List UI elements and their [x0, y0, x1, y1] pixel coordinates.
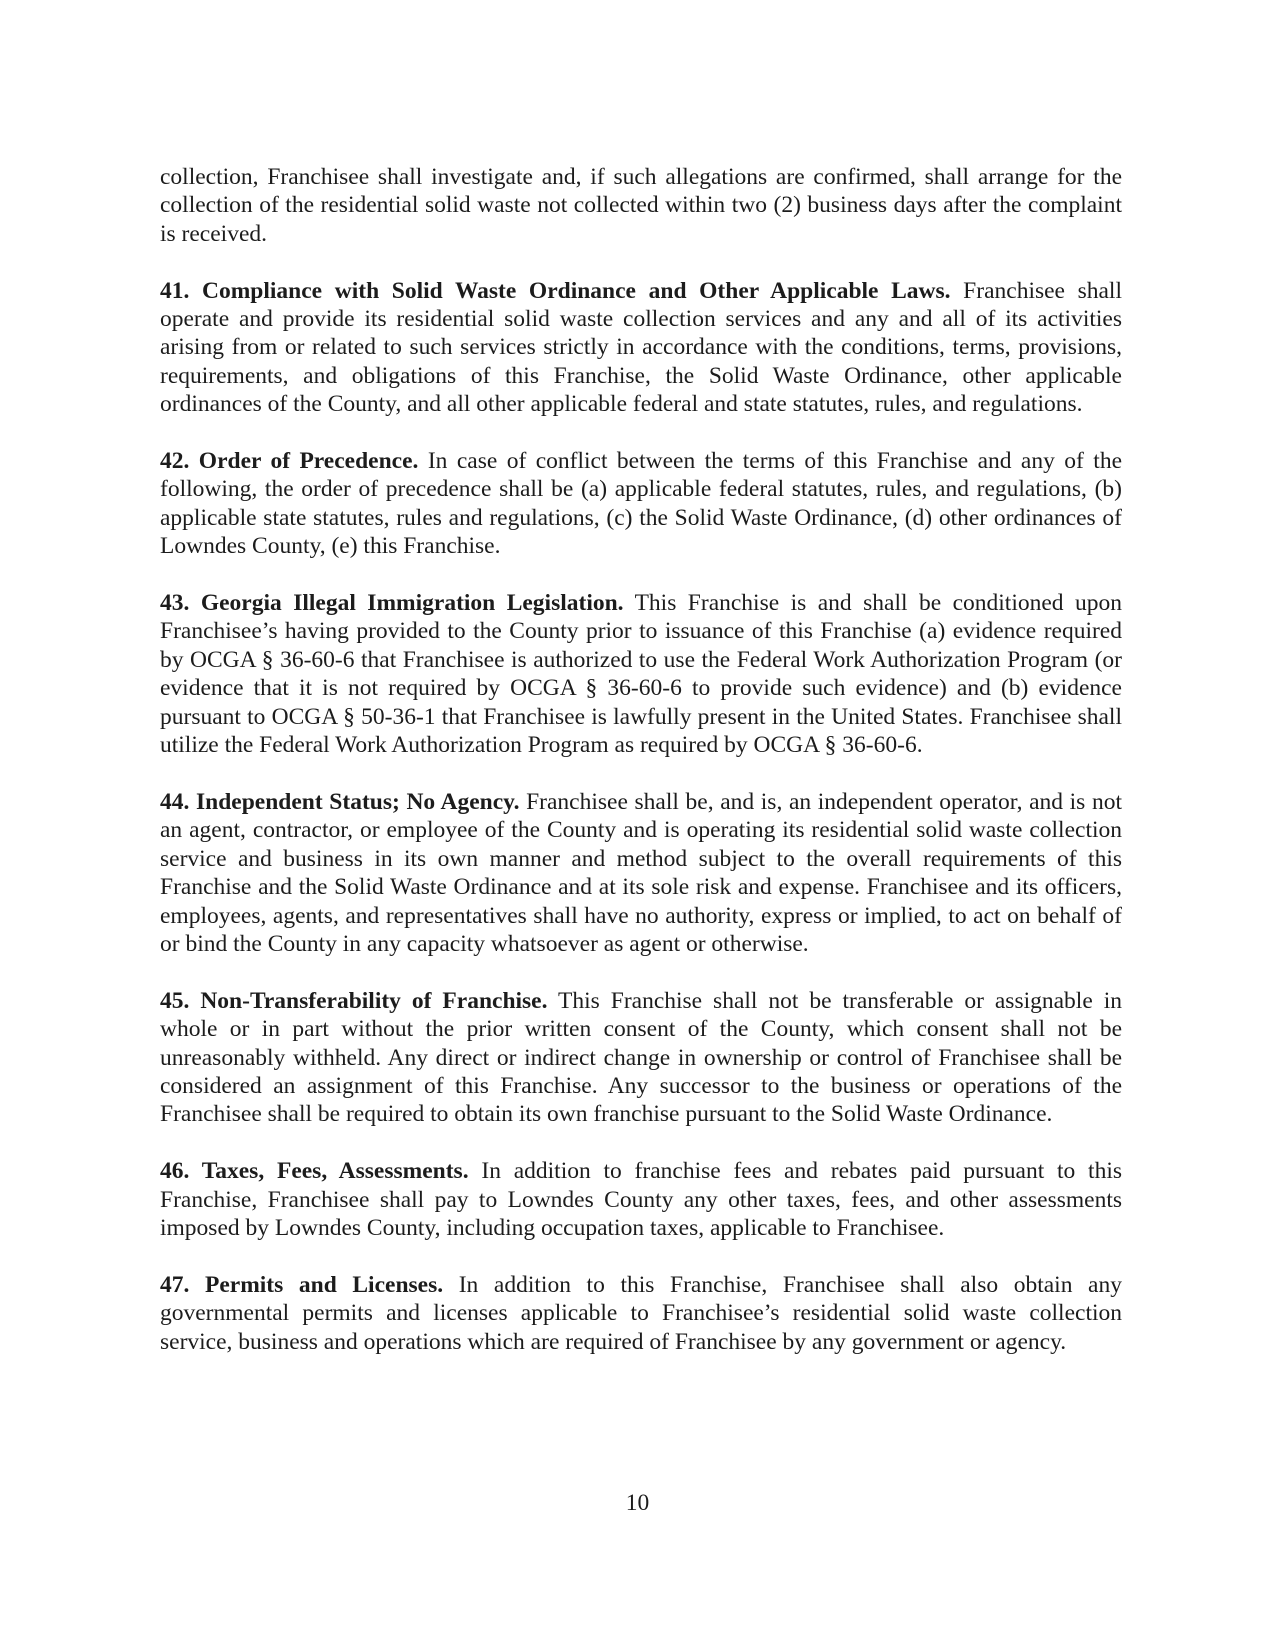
paragraph-continuation — [160, 163, 1122, 248]
section-45-text: This Franchise shall not be transferable or assignable in whole or in part without the prior written consent of the County, which consent shall not be unreasonably withheld. Any direct or indirect change in ownership or control of Franchisee shall be considered an assignment of this Franchise. Any successor to the business or operations of the Franchisee shall be required to obtain its own franchise pursuant to the Solid Waste Ordinance. — [160, 987, 1122, 1128]
section-46-heading: 46. Taxes, Fees, Assessments. — [160, 1158, 469, 1185]
section-41-heading: 41. Compliance with Solid Waste Ordinance and Other Applicable Laws. — [160, 277, 951, 304]
section-46-paragraph — [160, 1157, 1122, 1242]
section-47-paragraph — [160, 1271, 1122, 1356]
document-body — [160, 163, 1122, 1384]
section-41-paragraph — [160, 277, 1122, 419]
paragraph-text: collection, Franchisee shall investigate and, if such allegations are confirmed, shall arrange for the collection of the residential solid waste not collected within two (2) business days after the complaint is received. — [160, 164, 1122, 247]
page-number: 10 — [625, 1490, 650, 1516]
section-42-paragraph — [160, 447, 1122, 561]
section-42-heading: 42. Order of Precedence. — [160, 448, 419, 475]
section-44-paragraph — [160, 788, 1122, 958]
section-47-heading: 47. Permits and Licenses. — [160, 1271, 444, 1298]
section-42-text: In case of conflict between the terms of this Franchise and any of the following, the order of precedence shall be (a) applicable federal statutes, rules, and regulations, (b) applicable state statutes, rules and regulations, (c) the Solid Waste Ordinance, (d) other ordinances of Lowndes County, (e) this Franchise. — [160, 448, 1122, 560]
section-44-heading: 44. Independent Status; No Agency. — [160, 788, 520, 815]
section-47-text: In addition to this Franchise, Franchisee shall also obtain any governmental permits and licenses applicable to Franchisee’s residential solid waste collection service, business and operations which are required of Franchisee by any government or agency. — [160, 1271, 1122, 1355]
section-43-heading: 43. Georgia Illegal Immigration Legislation. — [160, 590, 624, 617]
section-45-heading: 45. Non-Transferability of Franchise. — [160, 987, 548, 1014]
section-41-text: Franchisee shall operate and provide its residential solid waste collection services and any and all of its activities arising from or related to such services strictly in accordance with the conditions, terms, provisions, requirements, and obligations of this Franchise, the Solid Waste Ordinance, other applicable ordinances of the County, and all other applicable federal and state statutes, rules, and regulations. — [160, 277, 1122, 418]
section-43-text: This Franchise is and shall be conditioned upon Franchisee’s having provided to the County prior to issuance of this Franchise (a) evidence required by OCGA § 36-60-6 that Franchisee is authorized to use the Federal Work Authorization Program (or evidence that it is not required by OCGA § 36-60-6 to provide such evidence) and (b) evidence pursuant to OCGA § 50-36-1 that Franchisee is lawfully present in the United States. Franchisee shall utilize the Federal Work Authorization Program as required by OCGA § 36-60-6. — [160, 590, 1122, 759]
section-43-paragraph — [160, 589, 1122, 759]
section-46-text: In addition to franchise fees and rebates paid pursuant to this Franchise, Franchisee shall pay to Lowndes County any other taxes, fees, and other assessments imposed by Lowndes County, including occupation taxes, applicable to Franchisee. — [160, 1158, 1123, 1241]
section-45-paragraph — [160, 987, 1122, 1129]
section-44-text: Franchisee shall be, and is, an independent operator, and is not an agent, contractor, or employee of the County and is operating its residential solid waste collection service and business in its own manner and method subject to the overall requirements of this Franchise and the Solid Waste Ordinance and at its sole risk and expense. Franchisee and its officers, employees, agents, and representatives shall have no authority, express or implied, to act on behalf of or bind the County in any capacity whatsoever as agent or otherwise. — [160, 788, 1122, 957]
